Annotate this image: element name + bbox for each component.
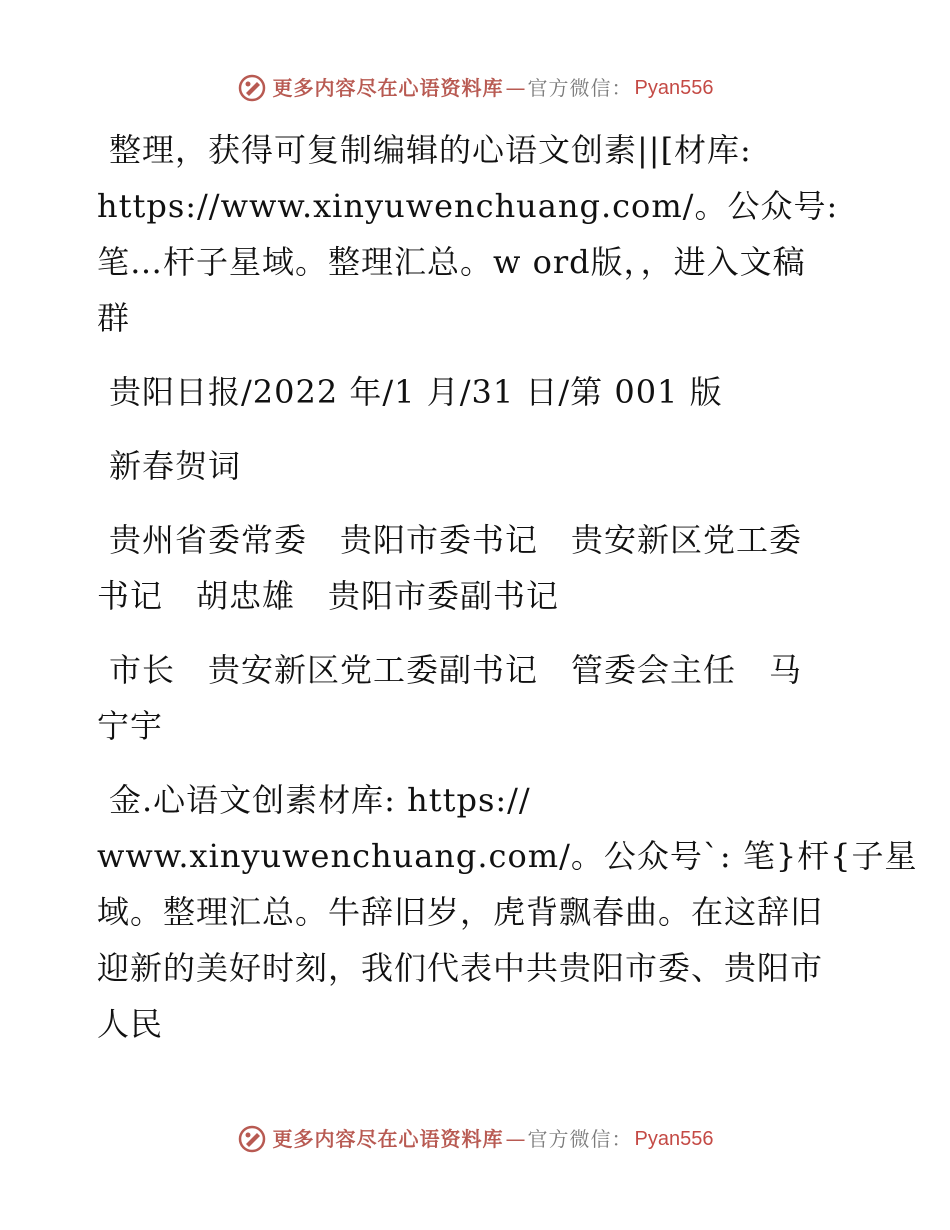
article-title: 新春贺词	[109, 447, 242, 485]
watermark-site-name: 更多内容尽在心语资料库	[272, 76, 504, 100]
watermark-wechat-handle: Pyan556	[634, 77, 714, 99]
text-line: 贵州省委常委 贵阳市委书记 贵安新区党工委	[109, 521, 803, 559]
watermark-wechat-label: 官方微信：	[527, 76, 633, 100]
watermark-wechat-handle: Pyan556	[634, 1128, 714, 1150]
text-line: 迎新的美好时刻，我们代表中共贵阳市委、贵阳市	[97, 949, 824, 987]
watermark-wechat-label: 官方微信：	[527, 1127, 633, 1151]
header-watermark	[0, 73, 950, 103]
text-line: 域。整理汇总。牛辞旧岁，虎背飘春曲。在这辞旧	[97, 893, 824, 931]
watermark-site-name: 更多内容尽在心语资料库	[272, 1127, 504, 1151]
document-body	[97, 122, 918, 1070]
logo-icon	[237, 73, 267, 103]
text-line: 书记 胡忠雄 贵阳市委副书记	[97, 577, 560, 615]
paragraph-author-1	[97, 512, 857, 624]
text-line: 市长 贵安新区党工委副书记 管委会主任 马	[109, 651, 803, 689]
text-line: 群	[97, 299, 131, 337]
text-line: 笔…杆子星域。整理汇总。w ord版，，进入文稿	[97, 243, 806, 281]
footer-watermark	[0, 1124, 950, 1154]
text-line: https://www.xinyuwenchuang.com/。公众号:	[97, 187, 839, 225]
paragraph-title	[97, 438, 857, 494]
watermark-dash: —	[505, 76, 526, 100]
paragraph-intro	[97, 122, 857, 346]
text-line: 人民	[97, 1005, 164, 1043]
watermark-dash: —	[505, 1127, 526, 1151]
paragraph-author-2	[97, 642, 857, 754]
paragraph-source	[97, 364, 857, 420]
logo-icon	[237, 1124, 267, 1154]
text-line: 整理，获得可复制编辑的心语文创素||[材库:	[109, 131, 752, 169]
text-line: 宁宇	[97, 707, 164, 745]
text-line: 金.心语文创素材库: https://	[109, 781, 531, 819]
paragraph-body	[97, 772, 918, 1052]
text-line: 贵阳日报/2022 年/1 月/31 日/第 001 版	[109, 373, 723, 411]
text-line: www.xinyuwenchuang.com/。公众号`: 笔}杆{子星	[97, 837, 918, 875]
